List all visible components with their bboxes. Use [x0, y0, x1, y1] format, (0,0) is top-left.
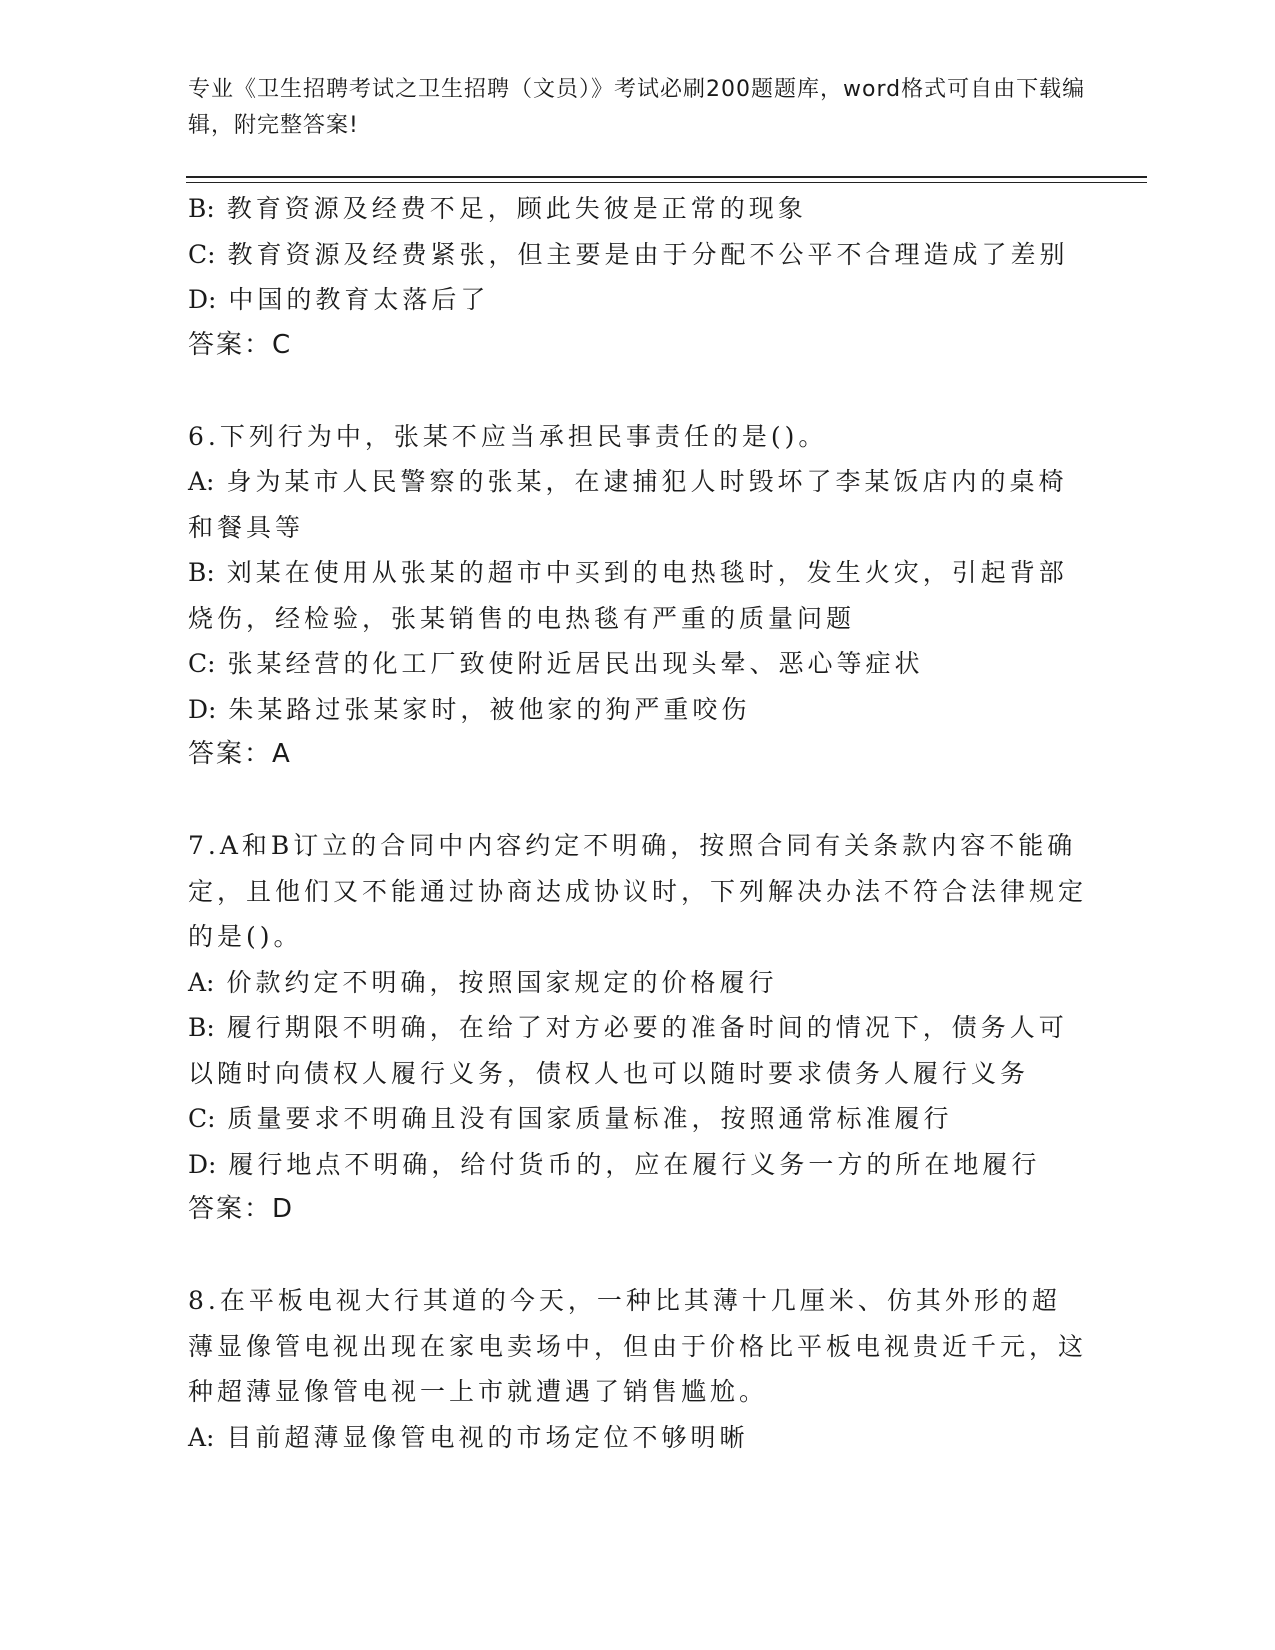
q7-option-c: C: 质量要求不明确且没有国家质量标准，按照通常标准履行 [188, 1104, 953, 1133]
q6-option-a: A: 身为某市人民警察的张某，在逮捕犯人时毁坏了李某饭店内的桌椅和餐具等 [188, 467, 1068, 542]
q5-option-b: B: 教育资源及经费不足，顾此失彼是正常的现象 [188, 194, 807, 223]
q7-option-b: B: 履行期限不明确，在给了对方必要的准备时间的情况下，债务人可以随时向债权人履行义务，债权人也可以随时要求债务人履行义务 [188, 1013, 1068, 1088]
q5-option-d: D: 中国的教育太落后了 [188, 285, 490, 314]
header-divider-thick [186, 176, 1147, 178]
q6-option-c: C: 张某经营的化工厂致使附近居民出现头晕、恶心等症状 [188, 649, 924, 678]
q6-option-b: B: 刘某在使用从张某的超市中买到的电热毯时，发生火灾，引起背部烧伤，经检验，张某销售的电热毯有严重的质量问题 [188, 558, 1068, 633]
question-content [188, 186, 1088, 1460]
q7-stem: 7.A和B订立的合同中内容约定不明确，按照合同有关条款内容不能确定，且他们又不能通过协商达成协议时，下列解决办法不符合法律规定的是()。 [188, 831, 1088, 951]
q6-answer: 答案：A [188, 739, 292, 769]
q5-answer: 答案：C [188, 329, 293, 360]
q7-answer: 答案：D [188, 1194, 295, 1224]
q5-option-c: C: 教育资源及经费紧张，但主要是由于分配不公平不合理造成了差别 [188, 239, 1069, 269]
q7-option-a: A: 价款约定不明确，按照国家规定的价格履行 [188, 967, 778, 997]
q8-option-a: A: 目前超薄显像管电视的市场定位不够明晰 [188, 1422, 749, 1452]
q8-stem: 8.在平板电视大行其道的今天，一种比其薄十几厘米、仿其外形的超薄显像管电视出现在家电卖场中，但由于价格比平板电视贵近千元，这种超薄显像管电视一上市就遭遇了销售尴尬。 [188, 1286, 1088, 1406]
q6-option-d: D: 朱某路过张某家时，被他家的狗严重咬伤 [188, 694, 751, 724]
header-divider-thin [186, 182, 1147, 183]
q6-stem: 6.下列行为中，张某不应当承担民事责任的是()。 [188, 421, 828, 451]
page-header: 专业《卫生招聘考试之卫生招聘（文员）》考试必刷200题题库，word格式可自由下载编辑，附完整答案! [188, 77, 1086, 138]
q7-option-d: D: 履行地点不明确，给付货币的，应在履行义务一方的所在地履行 [188, 1149, 1041, 1179]
